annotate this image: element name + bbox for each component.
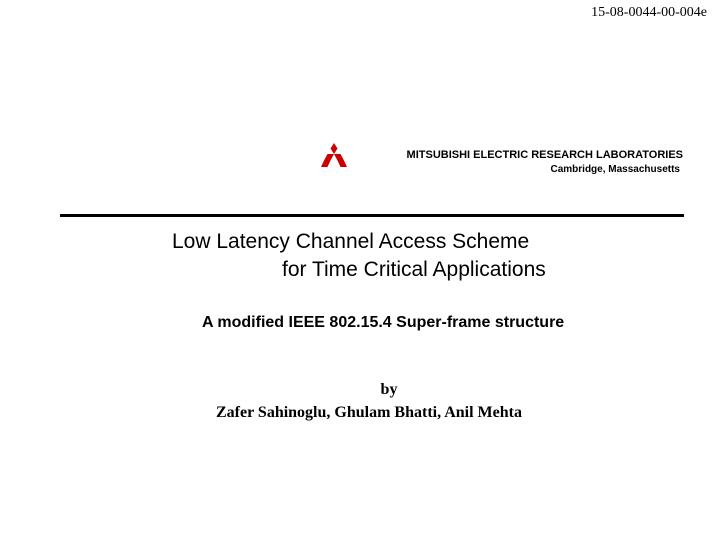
presentation-subtitle: A modified IEEE 802.15.4 Super-frame structure xyxy=(202,314,565,331)
byline-by: by xyxy=(380,381,398,398)
document-id: 15-08-0044-00-004e xyxy=(591,5,707,20)
organization-location: Cambridge, Massachusetts xyxy=(550,164,680,175)
mitsubishi-logo-icon xyxy=(320,142,348,168)
author-list: Zafer Sahinoglu, Ghulam Bhatti, Anil Mehta xyxy=(216,404,522,421)
presentation-title xyxy=(172,228,632,284)
title-divider xyxy=(60,214,684,217)
organization-name: MITSUBISHI ELECTRIC RESEARCH LABORATORIES xyxy=(406,149,683,161)
title-line-1: Low Latency Channel Access Scheme xyxy=(172,230,530,253)
title-line-2: for Time Critical Applications xyxy=(282,258,546,281)
